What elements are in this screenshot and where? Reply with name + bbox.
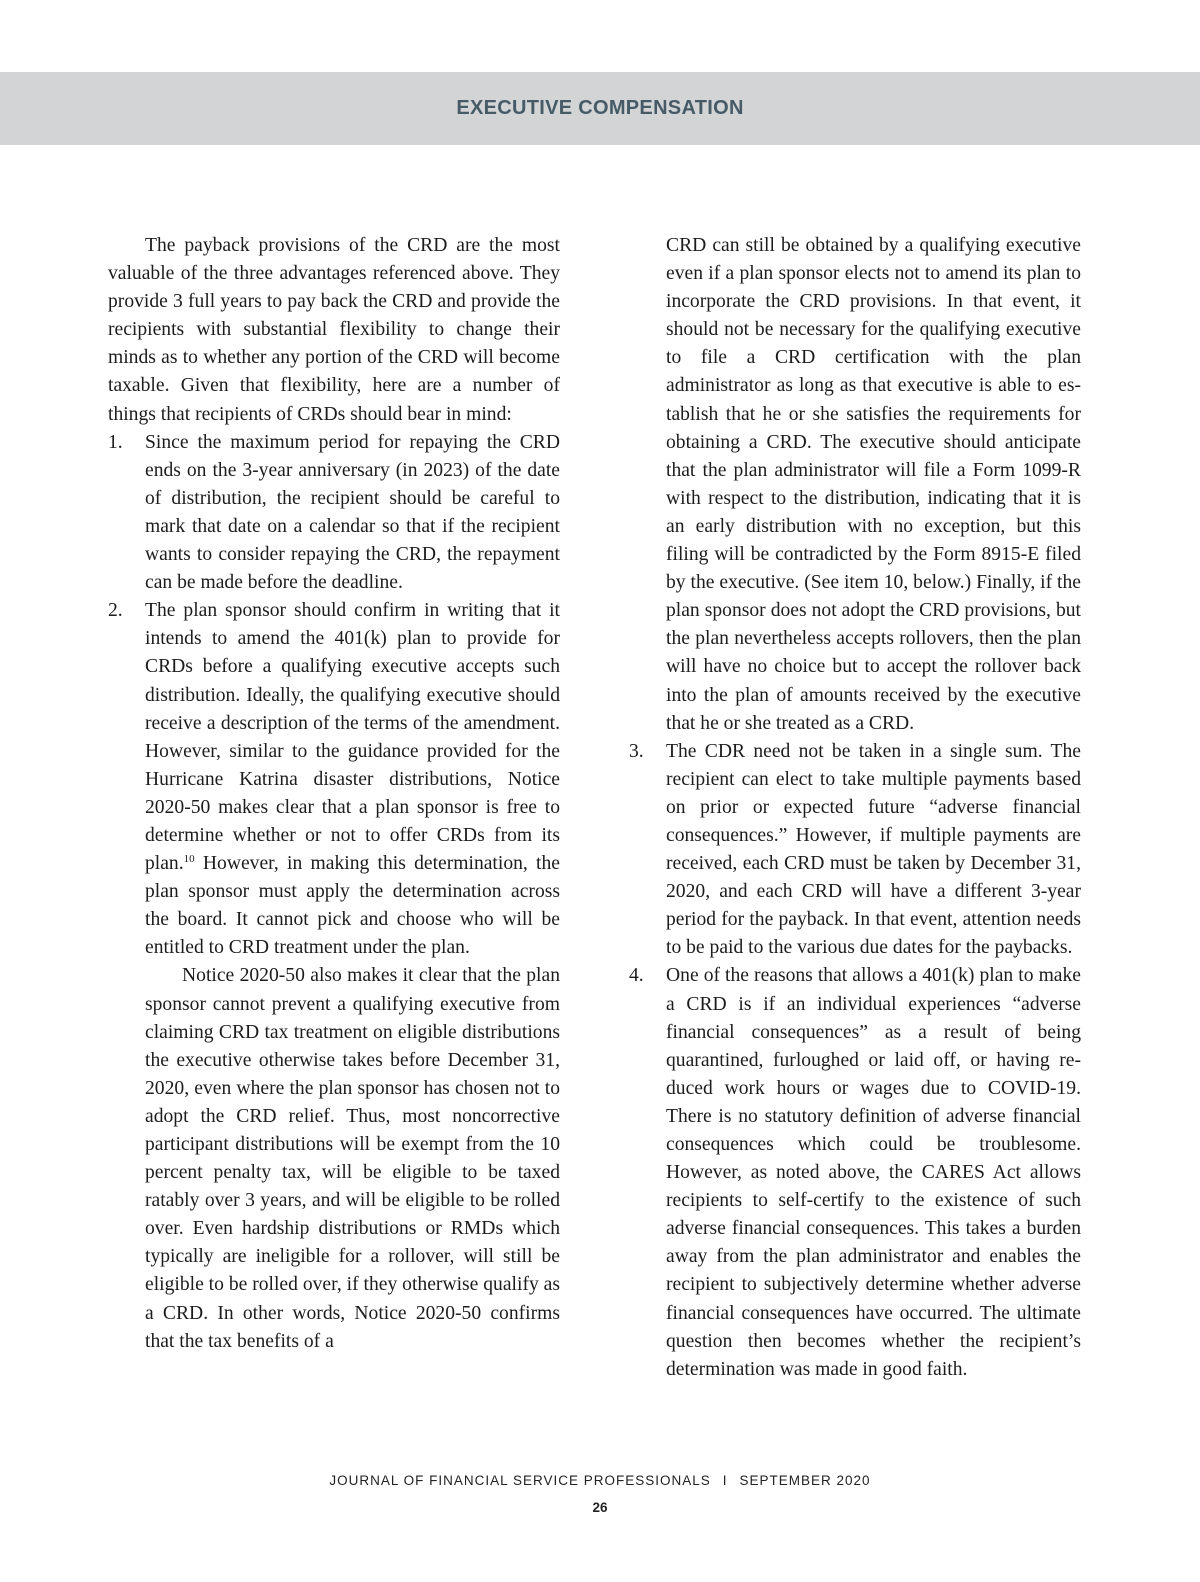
footer-separator: I bbox=[722, 1473, 728, 1488]
list-number: 3. bbox=[629, 740, 644, 762]
section-title: EXECUTIVE COMPENSATION bbox=[456, 97, 744, 119]
list-item-3 bbox=[629, 738, 1081, 963]
page-number: 26 bbox=[592, 1500, 608, 1515]
list-item-4 bbox=[629, 962, 1081, 1383]
list-number: 2. bbox=[108, 600, 123, 622]
journal-name: JOURNAL OF FINANCIAL SERVICE PROFESSIONALS bbox=[329, 1473, 711, 1488]
item-2-continued-paragraph-right: CRD can still be obtained by a qualifying executive even if a plan sponsor elects not to amend its plan to incorporate the CRD provisions. In that event, it should not be necessary for the qualifying executive to file a CRD certification with the plan administrator as long as that executive is able to establish that he or she satisfies the requirements for obtaining a CRD. The executive should anticipate that the plan administrator will file a Form 1099-R with respect to the distribution, indicating that it is an early distribution with no exception, but this filing will be contradicted by the Form 8915-E filed by the executive. (See item 10, below.) Finally, if the plan sponsor does not adopt the CRD provisions, but the plan nevertheless accepts rollovers, then the plan will have no choice but to accept the rollover back into the plan of amounts received by the executive that he or she treated as a CRD. bbox=[666, 235, 1081, 734]
list-item-text: The CDR need not be taken in a single sum. The recipient can elect to take multiple payments based on prior or expected future “adverse financial consequences.” However, if multiple payments are received, each CRD must be taken by December 31, 2020, and each CRD will have a different 3-year period for the payback. In that event, attention needs to be paid to the various due dates for the paybacks. bbox=[666, 740, 1081, 959]
left-column bbox=[108, 232, 560, 1356]
footnote-ref: 10 bbox=[183, 853, 195, 866]
list-item-text: Since the maximum period for repaying the CRD ends on the 3-year anniversary (in 2023) of the date of distribution, the recipient should be careful to mark that date on a calendar so that if the recipient wants to consider repaying the CRD, the repayment can be made before the deadline. bbox=[145, 431, 560, 594]
header-band bbox=[0, 72, 1200, 145]
list-item-text-cont: However, in making this determination, the plan sponsor must apply the determination across the board. It cannot pick and choose who will be entitled to CRD treatment under the plan. bbox=[145, 853, 560, 959]
footer bbox=[0, 1473, 1200, 1488]
list-number: 1. bbox=[108, 431, 123, 453]
intro-paragraph: The payback provisions of the CRD are the most valuable of the three advantages referenced above. They provide 3 full years to pay back the CRD and provide the recipients with substantial flexibility to change their minds as to whether any portion of the CRD will become taxable. Given that flexibility, here are a number of things that recipients of CRDs should bear in mind: bbox=[108, 235, 560, 425]
item-2-continued-paragraph: Notice 2020-50 also makes it clear that the plan sponsor cannot prevent a qualifying executive from claiming CRD tax treatment on eligible distributions the executive otherwise takes before December 31, 2020, even where the plan sponsor has chosen not to adopt the CRD relief. Thus, most noncorrective participant distributions will be exempt from the 10 percent penalty tax, will be eligible to be taxed ratably over 3 years, and will be eligible to be rolled over. Even hardship distributions or RMDs which typically are ineligible for a rollover, will still be eligible to be rolled over, if they otherwise qualify as a CRD. In other words, Notice 2020-50 confirms that the tax benefits of a bbox=[145, 965, 560, 1352]
list-item-text: The plan sponsor should confirm in writing that it intends to amend the 401(k) plan to provide for CRDs before a qualifying executive accepts such distribution. Ideally, the qualifying executive should receive a description of the terms of the amendment. However, similar to the guidance provided for the Hurricane Katrina disaster distributions, Notice 2020-50 makes clear that a plan sponsor is free to determine whether or not to offer CRDs from its plan. bbox=[145, 600, 560, 875]
right-column bbox=[629, 232, 1081, 1384]
list-item-1 bbox=[108, 429, 560, 598]
list-number: 4. bbox=[629, 965, 644, 987]
list-item-text: One of the reasons that allows a 401(k) plan to make a CRD is if an individual experiences “adverse financial consequences” as a result of being quarantined, furloughed or laid off, or having reduced work hours or wages due to COVID-19. There is no statutory definition of adverse financial consequences which could be troublesome. However, as noted above, the CARES Act allows recipients to self-certify to the existence of such adverse financial consequences. This takes a burden away from the plan administrator and enables the recipient to subjectively determine whether adverse financial consequences have occurred. The ultimate question then becomes whether the recipient’s determination was made in good faith. bbox=[666, 965, 1081, 1380]
list-item-2 bbox=[108, 597, 560, 962]
issue-date: SEPTEMBER 2020 bbox=[739, 1473, 871, 1488]
